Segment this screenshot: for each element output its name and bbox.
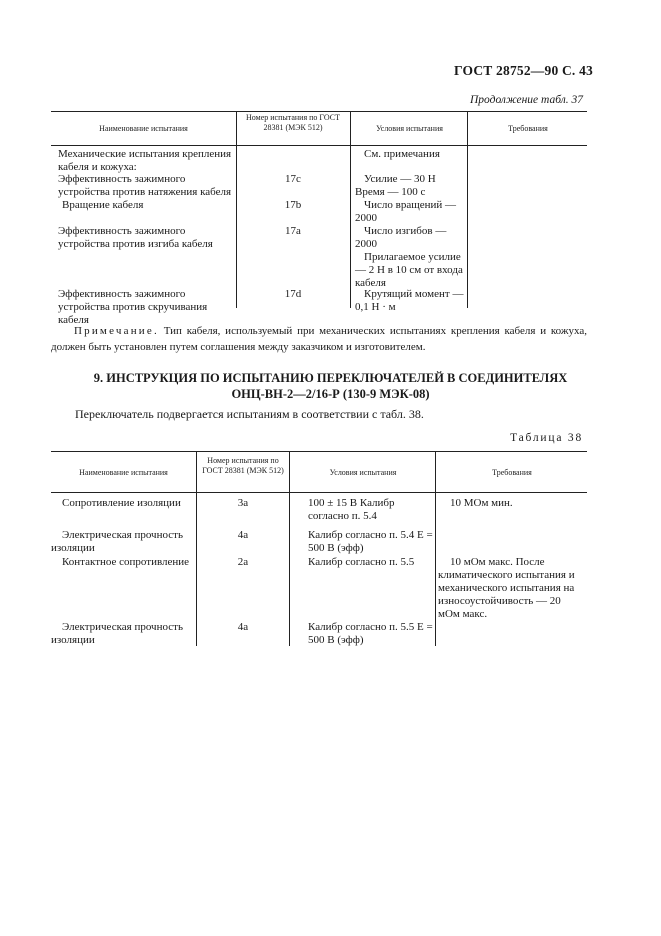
- test-name: Эффективность зажимного устройства против изгиба кабеля: [58, 225, 213, 250]
- table-note: [51, 323, 587, 355]
- section-intro: Переключатель подвергается испытаниям в соответствии с табл. 38.: [75, 407, 424, 421]
- test-conditions: Калибр согласно п. 5.5: [308, 556, 415, 568]
- test-name: Эффективность зажимного устройства против скручивания кабеля: [58, 288, 208, 326]
- test-requirements: 10 МОм мин.: [450, 497, 513, 509]
- test-name: Электрическая прочность изоляции: [51, 529, 183, 554]
- table-caption: Таблица 38: [510, 432, 583, 444]
- test-conditions: Число изгибов — 2000: [355, 225, 447, 250]
- test-name: Механические испытания крепления кабеля и кожуха:: [58, 148, 232, 173]
- t38-col-divider: [196, 451, 197, 646]
- test-conditions: Число вращений — 2000: [355, 199, 456, 224]
- test-number: 4а: [237, 529, 249, 541]
- t37-col-divider: [350, 111, 351, 308]
- test-number: 2а: [237, 556, 249, 568]
- test-conditions: Калибр согласно п. 5.5 Е = 500 В (эфф): [308, 621, 433, 646]
- t38-col-divider: [435, 451, 436, 646]
- section-title: [0, 370, 661, 402]
- test-number: 17b: [284, 199, 302, 211]
- test-conditions: Прилагаемое усилие — 2 Н в 10 см от входа кабеля: [355, 251, 463, 289]
- t37-col-name-header: Наименование испытания: [99, 124, 188, 133]
- test-requirements: 10 мОм макс. После климатического испытания и механического испытания на износоустойчивость — 20 мОм макс.: [438, 556, 575, 620]
- t37-header-border: [51, 145, 587, 146]
- t37-top-border: [51, 111, 587, 112]
- test-conditions: См. примечания: [364, 148, 440, 160]
- test-number: 4а: [237, 621, 249, 633]
- note-text: Тип кабеля, используемый при механических испытаниях крепления кабеля и кожуха, должен быть установлен путем соглашения между заказчиком и изготовителем.: [51, 325, 587, 353]
- t37-col-divider: [236, 111, 237, 308]
- t38-top-border: [51, 451, 587, 452]
- note-label: Примечание.: [74, 325, 159, 337]
- test-name: Эффективность зажимного устройства против натяжения кабеля: [58, 173, 232, 198]
- t38-col-name-header: Наименование испытания: [79, 468, 168, 477]
- t37-col-conditions-header: Условия испытания: [376, 124, 443, 133]
- test-number: 17c: [285, 173, 301, 185]
- section-title-line: ОНЦ-ВН-2—2/16-Р (130-9 МЭК-08): [231, 387, 430, 401]
- test-number: 17а: [285, 225, 301, 237]
- gost-header: ГОСТ 28752—90 С. 43: [454, 63, 593, 78]
- section-title-line: 9. ИНСТРУКЦИЯ ПО ИСПЫТАНИЮ ПЕРЕКЛЮЧАТЕЛЕЙ В СОЕДИНИТЕЛЯХ: [93, 371, 568, 385]
- t38-col-number-header: Номер испытания по ГОСТ 28381 (МЭК 512): [202, 456, 284, 475]
- t37-col-number-header: Номер испытания по ГОСТ 28381 (МЭК 512): [246, 113, 340, 132]
- t38-col-divider: [289, 451, 290, 646]
- test-conditions: Крутящий момент — 0,1 Н · м: [355, 288, 464, 313]
- test-name: Вращение кабеля: [62, 199, 144, 211]
- test-number: 17d: [284, 288, 302, 300]
- test-name: Электрическая прочность изоляции: [51, 621, 183, 646]
- test-name: Сопротивление изоляции: [62, 497, 181, 509]
- test-conditions: 100 ± 15 В Калибр согласно п. 5.4: [308, 497, 395, 522]
- test-conditions: Калибр согласно п. 5.4 Е = 500 В (эфф): [308, 529, 433, 554]
- test-number: 3а: [237, 497, 249, 509]
- table-row: [58, 148, 232, 174]
- t38-header-border: [51, 492, 587, 493]
- t37-col-divider: [467, 111, 468, 308]
- test-name: Контактное сопротивление: [62, 556, 190, 568]
- t38-col-requirements-header: Требования: [492, 468, 532, 477]
- t38-col-conditions-header: Условия испытания: [329, 468, 397, 477]
- t37-col-requirements-header: Требования: [508, 124, 548, 133]
- test-conditions: Усилие — 30 Н Время — 100 с: [355, 173, 436, 198]
- table-continuation-label: Продолжение табл. 37: [470, 94, 583, 106]
